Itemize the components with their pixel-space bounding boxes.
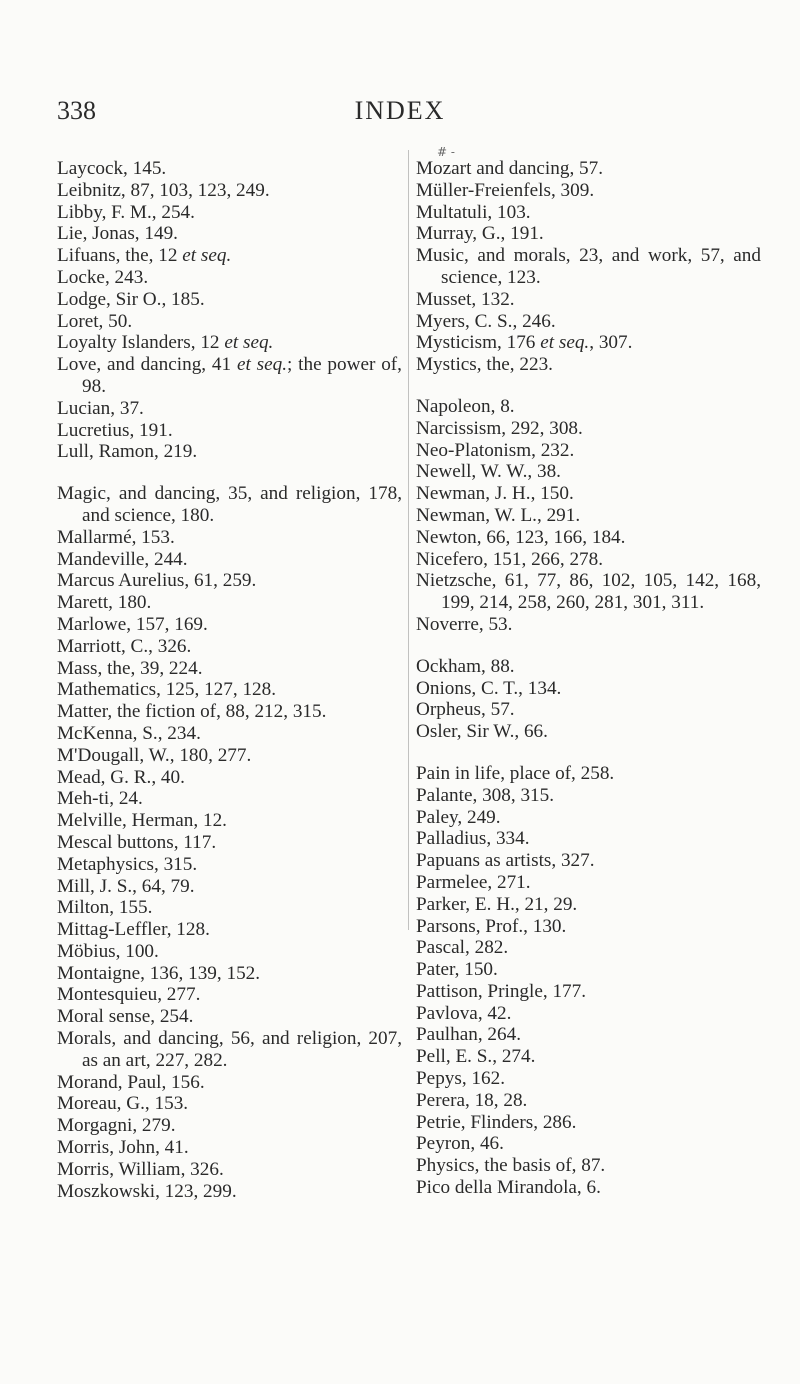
index-entry: Mescal buttons, 117. bbox=[57, 831, 217, 853]
column-divider bbox=[408, 150, 409, 930]
index-column-left bbox=[57, 158, 402, 1202]
index-entry: Orpheus, 57. bbox=[416, 699, 515, 721]
index-entry: Paley, 249. bbox=[416, 806, 501, 828]
et-seq-italic: et seq. bbox=[182, 245, 232, 267]
index-entry: Marcus Aurelius, 61, 259. bbox=[57, 570, 257, 592]
index-entry: Mallarmé, 153. bbox=[57, 526, 175, 548]
et-seq-italic: et seq. bbox=[236, 354, 287, 376]
index-entry: Parmelee, 271. bbox=[416, 871, 531, 893]
index-entry: Meh-ti, 24. bbox=[57, 788, 143, 810]
index-entry: Mysticism, 176 et seq., 307. bbox=[416, 332, 633, 354]
group-spacer bbox=[416, 636, 761, 656]
index-entry: Moreau, G., 153. bbox=[57, 1093, 189, 1115]
index-entry: Libby, F. M., 254. bbox=[57, 201, 195, 223]
index-entry: Matter, the fiction of, 88, 212, 315. bbox=[57, 701, 327, 723]
et-seq-italic: et seq. bbox=[224, 332, 274, 354]
index-entry: Ockham, 88. bbox=[416, 655, 515, 677]
group-spacer bbox=[416, 376, 761, 396]
index-entry: Osler, Sir W., 66. bbox=[416, 721, 548, 743]
index-entry: Narcissism, 292, 308. bbox=[416, 417, 583, 439]
index-entry: Morris, John, 41. bbox=[57, 1137, 189, 1159]
index-entry: McKenna, S., 234. bbox=[57, 722, 201, 744]
index-entry: Magic, and dancing, 35, and religion, 178, and science, 180. bbox=[57, 483, 402, 526]
index-entry: Peyron, 46. bbox=[416, 1133, 504, 1155]
index-entry: Mittag-Leffler, 128. bbox=[57, 919, 210, 941]
index-entry: Pattison, Pringle, 177. bbox=[416, 980, 587, 1002]
index-entry: Pater, 150. bbox=[416, 959, 498, 981]
index-entry: Locke, 243. bbox=[57, 266, 149, 288]
index-entry: Morals, and dancing, 56, and religion, 207, as an art, 227, 282. bbox=[57, 1028, 402, 1071]
index-entry: Onions, C. T., 134. bbox=[416, 677, 562, 699]
index-entry: Nietzsche, 61, 77, 86, 102, 105, 142, 168, 199, 214, 258, 260, 281, 301, 311. bbox=[416, 570, 761, 614]
index-entry: Nicefero, 151, 266, 278. bbox=[416, 548, 604, 570]
index-entry: Newell, W. W., 38. bbox=[416, 461, 561, 483]
index-entry: Mozart and dancing, 57. bbox=[416, 158, 604, 179]
index-entry: Musset, 132. bbox=[416, 288, 515, 310]
index-entry: Lucian, 37. bbox=[57, 397, 144, 419]
index-entry: Melville, Herman, 12. bbox=[57, 810, 227, 832]
index-entry: Multatuli, 103. bbox=[416, 201, 531, 223]
index-entry: Loyalty Islanders, 12 et seq. bbox=[57, 332, 274, 354]
index-entry: Parsons, Prof., 130. bbox=[416, 915, 567, 937]
index-entry: Morris, William, 326. bbox=[57, 1158, 224, 1180]
index-entry: Palante, 308, 315. bbox=[416, 784, 555, 806]
index-entry: Lifuans, the, 12 et seq. bbox=[57, 245, 232, 267]
index-entry: Mill, J. S., 64, 79. bbox=[57, 875, 195, 897]
index-entry: Pico della Mirandola, 6. bbox=[416, 1177, 601, 1199]
index-entry: Marett, 180. bbox=[57, 592, 152, 614]
index-entry: Murray, G., 191. bbox=[416, 223, 544, 245]
index-entry: Marlowe, 157, 169. bbox=[57, 613, 208, 635]
index-entry: Lucretius, 191. bbox=[57, 419, 173, 441]
index-entry: Napoleon, 8. bbox=[416, 395, 515, 417]
index-entry: Marriott, C., 326. bbox=[57, 635, 192, 657]
index-entry: Newton, 66, 123, 166, 184. bbox=[416, 526, 626, 548]
index-entry: Lodge, Sir O., 185. bbox=[57, 288, 205, 310]
index-entry: Pain in life, place of, 258. bbox=[416, 762, 615, 784]
index-entry: Loret, 50. bbox=[57, 310, 133, 332]
index-entry: Pell, E. S., 274. bbox=[416, 1046, 536, 1068]
index-entry: Papuans as artists, 327. bbox=[416, 850, 595, 872]
index-entry: Parker, E. H., 21, 29. bbox=[416, 893, 578, 915]
index-entry: Pepys, 162. bbox=[416, 1068, 506, 1090]
index-entry: Montaigne, 136, 139, 152. bbox=[57, 962, 261, 984]
index-entry: Mystics, the, 223. bbox=[416, 354, 553, 376]
index-entry: Milton, 155. bbox=[57, 897, 153, 919]
index-entry: Laycock, 145. bbox=[57, 158, 167, 179]
index-entry: Love, and dancing, 41 et seq.; the power of, 98. bbox=[57, 354, 402, 397]
group-spacer bbox=[416, 743, 761, 763]
running-head: INDEX bbox=[354, 96, 446, 125]
index-entry: Music, and morals, 23, and work, 57, and science, 123. bbox=[416, 245, 761, 288]
index-entry: Newman, W. L., 291. bbox=[416, 504, 581, 526]
group-spacer bbox=[57, 463, 402, 483]
index-entry: M'Dougall, W., 180, 277. bbox=[57, 744, 252, 766]
index-entry: Mead, G. R., 40. bbox=[57, 766, 185, 788]
index-entry: Pascal, 282. bbox=[416, 937, 509, 959]
index-entry: Physics, the basis of, 87. bbox=[416, 1155, 606, 1177]
index-entry: Neo-Platonism, 232. bbox=[416, 439, 575, 461]
index-entry: Möbius, 100. bbox=[57, 940, 159, 962]
index-entry: Lull, Ramon, 219. bbox=[57, 441, 198, 463]
index-entry: Leibnitz, 87, 103, 123, 249. bbox=[57, 179, 270, 201]
index-entry: Petrie, Flinders, 286. bbox=[416, 1111, 577, 1133]
index-entry: Morand, Paul, 156. bbox=[57, 1071, 205, 1093]
index-entry: Perera, 18, 28. bbox=[416, 1089, 528, 1111]
index-entry: Mass, the, 39, 224. bbox=[57, 657, 203, 679]
index-entry: Morgagni, 279. bbox=[57, 1115, 176, 1137]
index-entry: Metaphysics, 315. bbox=[57, 853, 198, 875]
index-entry: Montesquieu, 277. bbox=[57, 984, 201, 1006]
index-entry: Müller-Freienfels, 309. bbox=[416, 179, 595, 201]
index-entry: Moszkowski, 123, 299. bbox=[57, 1180, 237, 1202]
index-entry: Moral sense, 254. bbox=[57, 1006, 194, 1028]
margin-mark: # - bbox=[437, 145, 455, 159]
page-number: 338 bbox=[57, 96, 96, 125]
index-entry: Palladius, 334. bbox=[416, 828, 530, 850]
index-entry: Lie, Jonas, 149. bbox=[57, 223, 178, 245]
index-entry: Pavlova, 42. bbox=[416, 1002, 512, 1024]
index-column-right bbox=[416, 158, 761, 1199]
index-entry: Newman, J. H., 150. bbox=[416, 483, 574, 505]
et-seq-italic: et seq. bbox=[540, 332, 590, 354]
index-entry: Paulhan, 264. bbox=[416, 1024, 521, 1046]
index-entry: Mandeville, 244. bbox=[57, 548, 188, 570]
index-entry: Noverre, 53. bbox=[416, 613, 513, 635]
index-entry: Mathematics, 125, 127, 128. bbox=[57, 679, 277, 701]
index-entry: Myers, C. S., 246. bbox=[416, 310, 556, 332]
